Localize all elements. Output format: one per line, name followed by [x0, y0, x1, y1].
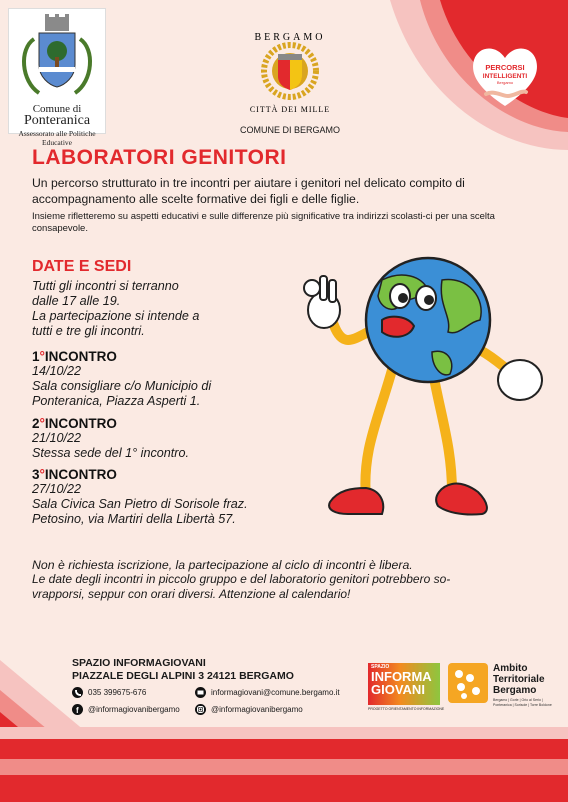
- ig-logo-bottom: PROGETTO ORIENTAMENTO INFORMAZIONE: [368, 707, 445, 711]
- incontro-3-number: 3: [32, 467, 40, 482]
- dates-line2: dalle 17 alle 19.: [32, 294, 121, 308]
- footer-address: PIAZZALE DEGLI ALPINI 3 24121 BERGAMO: [72, 670, 294, 682]
- bergamo-name: COMUNE DI BERGAMO: [240, 125, 341, 135]
- incontro-1: [32, 349, 302, 409]
- bergamo-crest-icon: [240, 26, 340, 118]
- incontro-3-place2: Petosino, via Martiri della Libertà 57.: [32, 512, 236, 526]
- ambito-small: Bergamo | Gorle | Orio al Serio | Ponteranica | Sorisole | Torre Boldone: [493, 698, 552, 707]
- instagram-icon: [195, 704, 206, 715]
- facebook-icon: [72, 704, 83, 715]
- ambito-line2: Territoriale: [493, 674, 545, 685]
- incontro-3-place1: Sala Civica San Pietro di Sorisole fraz.: [32, 497, 248, 511]
- dates-line4: tutti e tre gli incontri.: [32, 324, 145, 338]
- footer-phone-text: 035 399675-676: [88, 688, 147, 697]
- ponteranica-line3: Assessorato alle Politiche Educative: [18, 129, 96, 147]
- incontro-2-heading: [32, 416, 302, 431]
- incontro-2-number: 2: [32, 416, 40, 431]
- incontro-1-place1: Sala consigliare c/o Municipio di: [32, 379, 212, 393]
- incontro-3-heading: [32, 467, 322, 482]
- incontro-2-degree: °: [39, 416, 45, 431]
- footer-facebook-text: @informagiovanibergamo: [88, 705, 180, 714]
- incontro-1-number: 1: [32, 349, 40, 364]
- incontro-3-degree: °: [39, 467, 45, 482]
- footer-email[interactable]: [195, 687, 340, 698]
- footer-instagram-text: @informagiovanibergamo: [211, 705, 303, 714]
- ambito-line3: Bergamo: [493, 685, 537, 696]
- percorsi-line1: PERCORSI: [485, 63, 525, 72]
- incontro-2: [32, 416, 302, 461]
- footer-instagram[interactable]: [195, 704, 303, 715]
- notes-line2: Le date degli incontri in piccolo gruppo e del laboratorio genitori potrebbero so-: [32, 572, 451, 586]
- incontro-3: [32, 467, 322, 527]
- percorsi-line3: Bergamo: [496, 80, 514, 85]
- ambito-icon: [448, 663, 488, 703]
- incontro-2-label: INCONTRO: [44, 416, 117, 431]
- ig-logo-mid1: INFORMA: [371, 669, 432, 684]
- svg-text:f: f: [76, 706, 79, 715]
- notes: [32, 558, 552, 602]
- footer-phone[interactable]: [72, 687, 146, 698]
- incontro-2-place1: Stessa sede del 1° incontro.: [32, 446, 189, 460]
- incontro-3-date: 27/10/22: [32, 482, 82, 496]
- percorsi-intelligenti-logo: [468, 40, 542, 112]
- ambito-text: [493, 663, 545, 696]
- dates-heading: DATE E SEDI: [32, 258, 132, 275]
- intro-text: Un percorso strutturato in tre incontri per aiutare i genitori nel delicato compito di accompagnamento alle scelte formative dei figli e delle figlie.: [32, 176, 465, 206]
- dates-text: [32, 279, 262, 339]
- ig-logo-top: SPAZIO: [371, 664, 390, 670]
- footer-facebook[interactable]: [72, 704, 180, 715]
- incontro-1-place2: Ponteranica, Piazza Asperti 1.: [32, 394, 201, 408]
- email-icon: [195, 687, 206, 698]
- bergamo-arc-bottom: CITTÀ DEI MILLE: [249, 105, 331, 114]
- bergamo-arc-top: BERGAMO: [254, 32, 326, 43]
- ponteranica-crest-icon: [9, 9, 105, 103]
- footer-org: SPAZIO INFORMAGIOVANI: [72, 657, 206, 669]
- incontro-1-date: 14/10/22: [32, 364, 82, 378]
- ponteranica-line1: Comune di: [32, 103, 82, 115]
- intro-small-text: Insieme rifletteremo su aspetti educativi e sulle differenze più significative tra indirizzi scolasti-ci per una scelta consapevole.: [32, 211, 495, 234]
- notes-line1: Non è richiesta iscrizione, la partecipazione al ciclo di incontri è libera.: [32, 558, 413, 572]
- bergamo-logo: [240, 26, 340, 135]
- ambito-logo: [448, 663, 558, 713]
- globe-mascot-illustration: [282, 240, 554, 540]
- incontro-2-date: 21/10/22: [32, 431, 82, 445]
- page-title: LABORATORI GENITORI: [32, 146, 287, 169]
- incontro-1-label: INCONTRO: [44, 349, 117, 364]
- dates-line3: La partecipazione si intende a: [32, 309, 200, 323]
- footer-email-text: informagiovani@comune.bergamo.it: [211, 688, 340, 697]
- ponteranica-line2: Ponteranica: [23, 113, 91, 128]
- notes-line3: vrapporsi, seppur con orari diversi. Attenzione al calendario!: [32, 587, 351, 601]
- percorsi-line2: INTELLIGENTI: [482, 73, 528, 80]
- phone-icon: [72, 687, 83, 698]
- dates-line1: Tutti gli incontri si terranno: [32, 279, 179, 293]
- ponteranica-logo: [8, 8, 106, 147]
- ambito-line1: Ambito: [493, 663, 528, 674]
- incontro-1-degree: °: [39, 349, 45, 364]
- incontro-3-label: INCONTRO: [44, 467, 117, 482]
- incontro-1-heading: [32, 349, 302, 364]
- informagiovani-logo: [368, 663, 445, 713]
- ig-logo-mid2: GIOVANI: [371, 682, 425, 697]
